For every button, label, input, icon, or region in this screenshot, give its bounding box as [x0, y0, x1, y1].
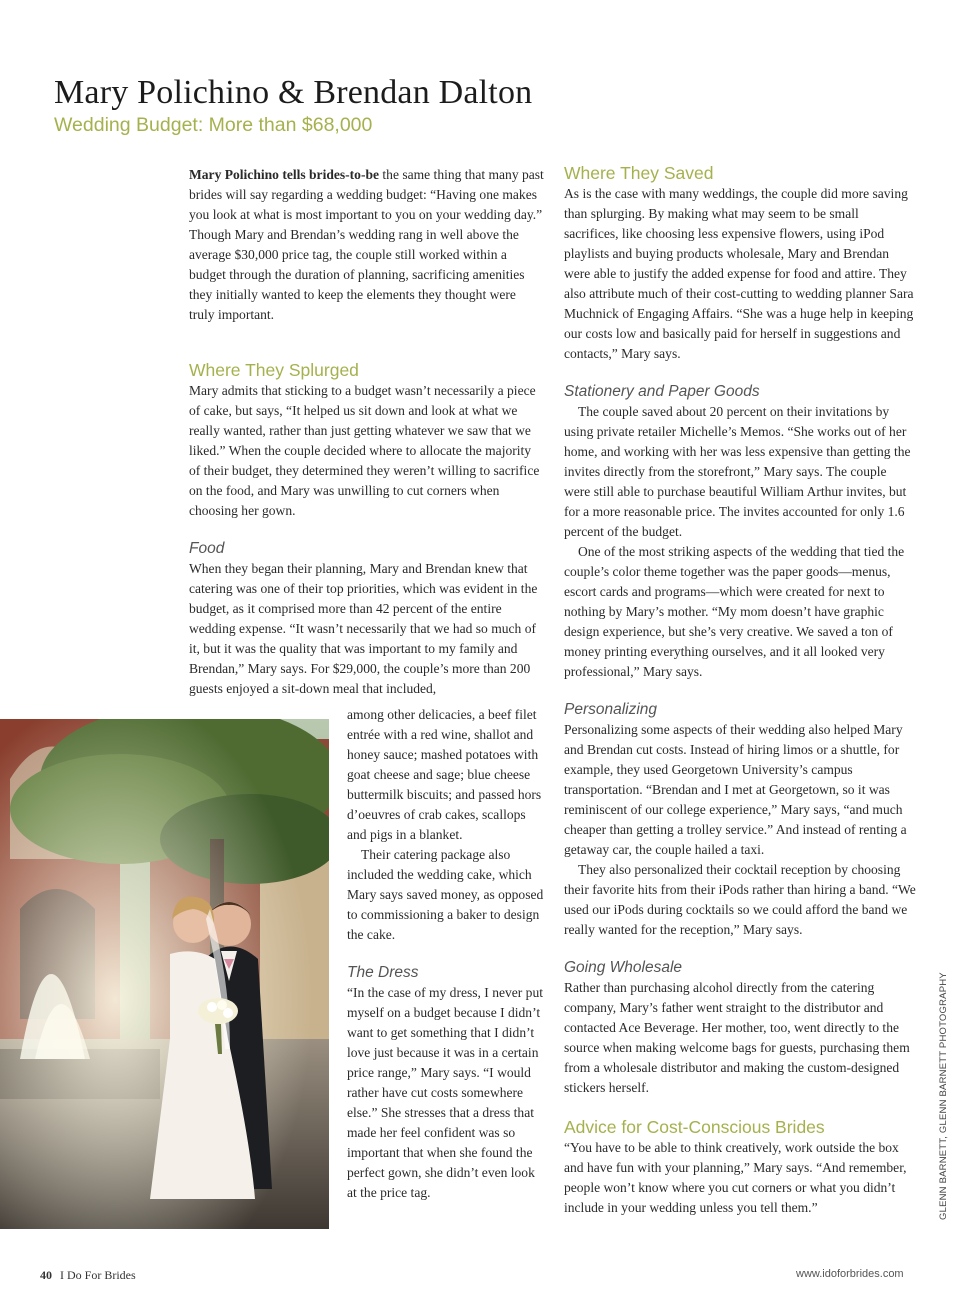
wedding-couple-photo — [0, 719, 329, 1229]
heading-advice: Advice for Cost-Conscious Brides — [564, 1117, 825, 1137]
wholesale-paragraph: Rather than purchasing alcohol directly from the catering company, Mary’s father went straight to the distributor and contacted Ace Beverage. Her mother, too, went directly to the source when making welcome bags for guests, purchasing them from a wholesale distributor and making the custom-designed stickers herself. — [564, 980, 910, 1095]
narrow-column — [347, 705, 547, 1203]
dress-paragraph: “In the case of my dress, I never put myself on a budget because I didn’t want to get something that I didn’t love just because it was in a certain price range,” Mary says. “I would rather have cut costs somewhere else.” She stresses that a dress that made her feel confident was so important that when she found the perfect gown, she didn’t even look at the price tag. — [347, 985, 543, 1200]
website-link[interactable]: www.idoforbrides.com — [796, 1268, 904, 1280]
left-column — [189, 165, 544, 699]
personalizing-paragraph-2: They also personalized their cocktail reception by choosing their favorite hits from their iPods rather than hiring a band. “We used our iPods during cocktails so we could afford the band we really wanted for the reception,” Mary says. — [564, 862, 916, 937]
heading-where-they-splurged: Where They Splurged — [189, 360, 359, 380]
cake-paragraph: Their catering package also included the wedding cake, which Mary says saved money, as opposed to commissioning a baker to design the cake. — [347, 847, 544, 942]
intro-paragraph — [189, 165, 544, 325]
heading-stationery: Stationery and Paper Goods — [564, 383, 760, 400]
saved-paragraph: As is the case with many weddings, the couple did more saving than splurging. By making what may seem to be small sacrifices, like choosing less expensive flowers, using iPod playlists and buying products wholesale, Mary and Brendan were able to justify the added expense for food and attire. They also attribute much of their cost-cutting to wedding planner Sara Muchnick of Engaging Affairs. “She was a huge help in keeping our costs low and basically paid for herself in suggestions and contacts,” Mary says. — [564, 186, 914, 361]
heading-going-wholesale: Going Wholesale — [564, 959, 683, 976]
publication-name: I Do For Brides — [60, 1268, 136, 1282]
heading-food: Food — [189, 540, 225, 557]
advice-paragraph: “You have to be able to think creatively, work outside the box and have fun with your planning,” Mary says. “And remember, people won’t know where you cut corners or what you didn’t include in your wedding unless you tell them.” — [564, 1140, 907, 1215]
footer-left — [40, 1268, 136, 1283]
article-subtitle: Wedding Budget: More than $68,000 — [54, 114, 373, 136]
photo-credit: GLENN BARNETT, GLENN BARNETT PHOTOGRAPHY — [938, 972, 949, 1220]
page-number: 40 — [40, 1268, 52, 1282]
right-column — [564, 162, 916, 1218]
personalizing-paragraph-1: Personalizing some aspects of their wedding also helped Mary and Brendan cut costs. Instead of hiring limos or a shuttle, for example, they used Georgetown University’s campus transportation. “Brendan and I met at Georgetown, so it was reminiscent of our college experience,” Mary says, “and much cheaper than getting a trolley service.” And instead of renting a getaway car, the couple hailed a taxi. — [564, 722, 907, 857]
heading-where-they-saved: Where They Saved — [564, 163, 714, 183]
intro-lead: Mary Polichino tells brides-to-be — [189, 167, 380, 182]
splurged-paragraph: Mary admits that sticking to a budget wasn’t necessarily a piece of cake, but says, “It helped us sit down and look at what we really wanted, rather than just getting whatever we saw that we liked.” When the couple decided where to allocate the majority of their budget, they determined they weren’t willing to sacrifice on the food, and Mary was unwilling to cut corners when choosing her gown. — [189, 383, 540, 518]
intro-text: the same thing that many past brides will say regarding a wedding budget: “Having one makes you look at what is most important to you on your wedding day.” Though Mary and Brendan’s wedding rang in well above the average $30,000 price tag, the couple still worked within a budget through the duration of planning, sacrificing amenities they initially wanted to keep the elements they thought were truly important. — [189, 167, 544, 322]
article-title: Mary Polichino & Brendan Dalton — [54, 74, 533, 111]
food-paragraph-continued: among other delicacies, a beef filet entrée with a red wine, shallot and honey sauce; mashed potatoes with goat cheese and sage; blue cheese buttermilk biscuits; and passed hors d’oeuvres of crab cakes, scallops and pigs in a blanket. — [347, 707, 542, 842]
stationery-paragraph-2: One of the most striking aspects of the wedding that tied the couple’s color theme together was the paper goods—menus, escort cards and programs—which were created for next to nothing by Mary’s mother. “My mom doesn’t have graphic design experience, but she’s very creative. We saved a ton of money printing everything ourselves, and it all looked very professional,” Mary says. — [564, 544, 905, 679]
heading-the-dress: The Dress — [347, 964, 419, 981]
stationery-paragraph-1: The couple saved about 20 percent on their invitations by using private retailer Michelle’s Memos. “She works out of her home, and working with her was less expensive than getting the invites directly from the storefront,” Mary says. The couple were still able to purchase beautiful William Arthur invites, but for a more reasonable price. The invites accounted for only 1.6 percent of the budget. — [564, 404, 911, 539]
heading-personalizing: Personalizing — [564, 701, 658, 718]
food-paragraph: When they began their planning, Mary and Brendan knew that catering was one of their top priorities, which was evident in the budget, as it comprised more than 42 percent of the entire wedding expense. “It wasn’t necessarily that we had so much of it, but it was the quality that was important to my family and Brendan,” Mary says. For $29,000, the couple’s more than 200 guests enjoyed a sit-down meal that included, — [189, 561, 538, 696]
